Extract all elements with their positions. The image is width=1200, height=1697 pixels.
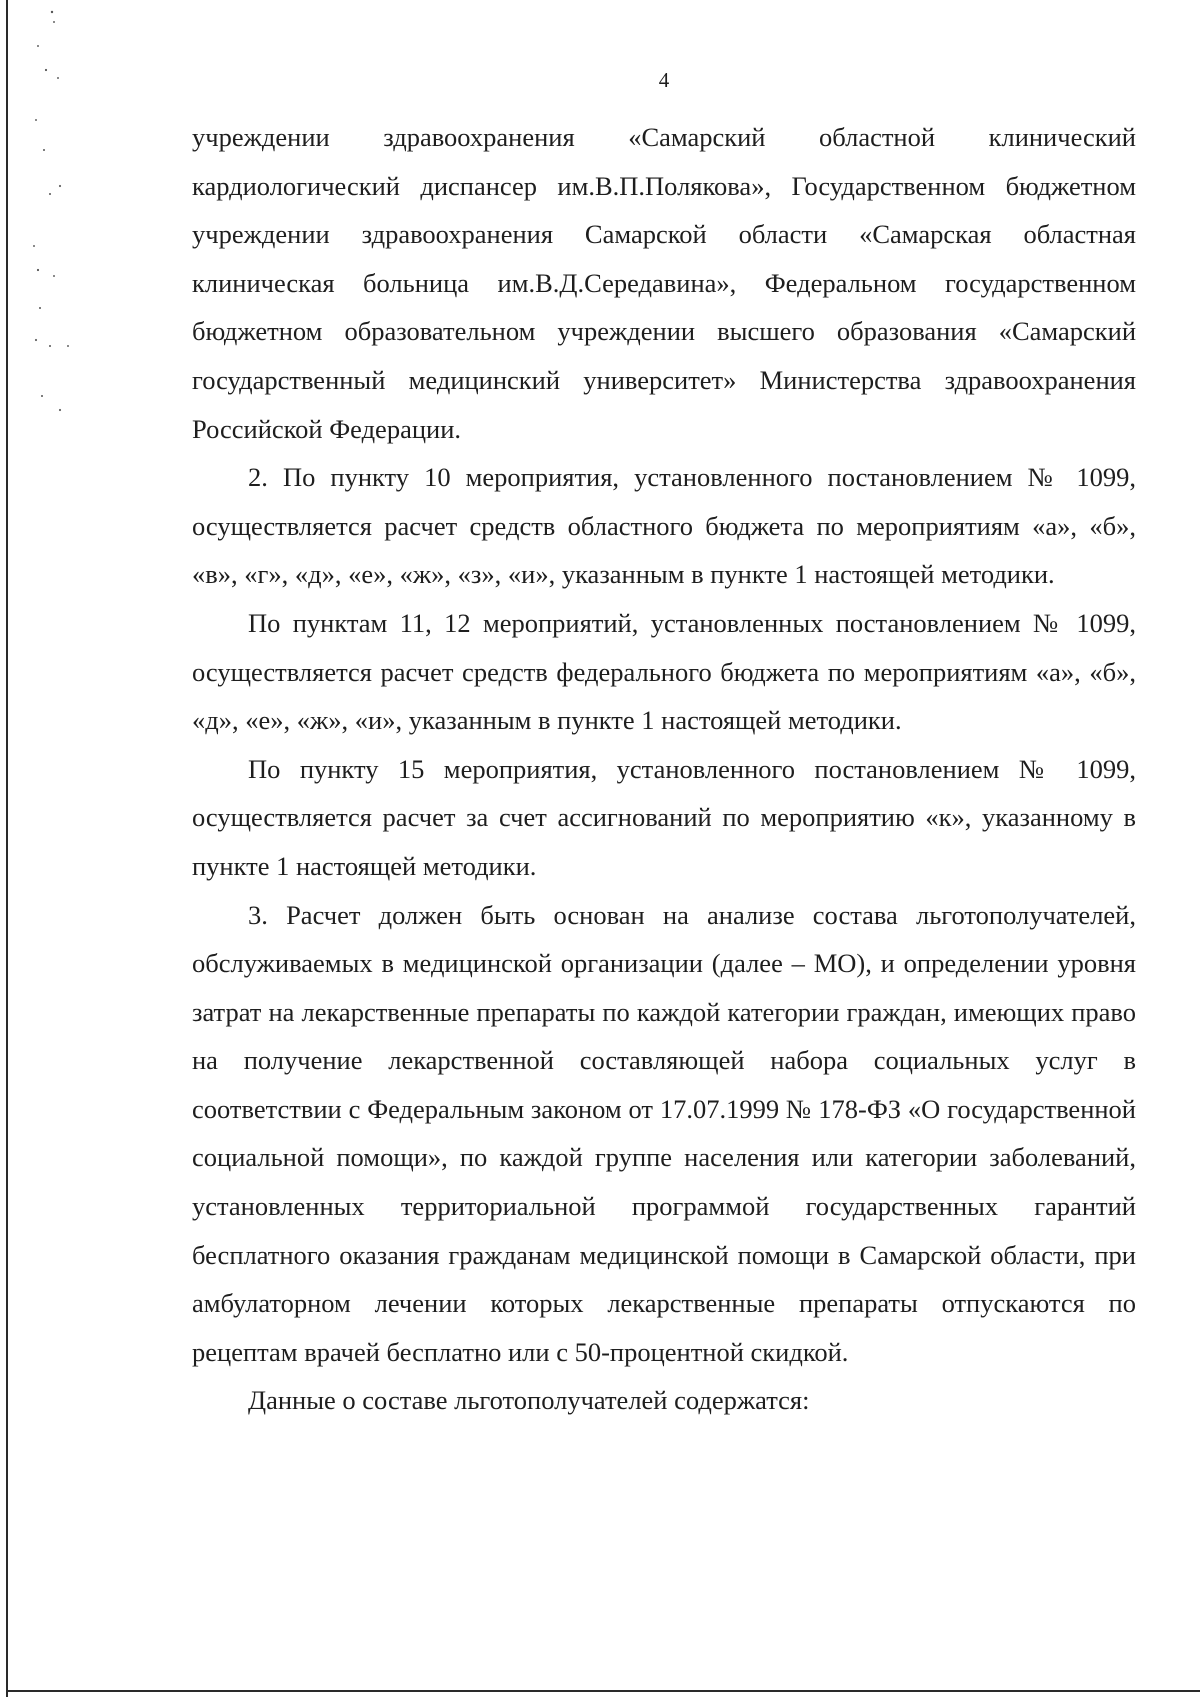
scan-bottom-border xyxy=(6,1690,1200,1692)
paragraph-continuation: учреждении здравоохранения «Самарский областной клинический кардиологический диспансер им.В.П.Полякова», Государственном бюджетном учреждении здравоохранения Самарской области «Самарская областная клиническая больница им.В.Д.Середавина», Федеральном государственном бюджетном образовательном учреждении высшего образования «Самарский государственный медицинский университет» Министерства здравоохранения Российской Федерации. xyxy=(192,122,1136,444)
paragraph-items-11-12: По пунктам 11, 12 мероприятий, установленных постановлением № 1099, осуществляется расчет средств федерального бюджета по мероприятиям «а», «б», «д», «е», «ж», «и», указанным в пункте 1 настоящей методики. xyxy=(192,607,1136,736)
paragraph-item-15: По пункту 15 мероприятия, установленного постановлением № 1099, осуществляется расчет за счет ассигнований по мероприятию «к», указанному в пункте 1 настоящей методики. xyxy=(192,753,1136,881)
paragraph-beneficiary-data: Данные о составе льготополучателей содержатся: xyxy=(248,1385,810,1416)
document-body xyxy=(192,113,1136,1425)
scan-left-border xyxy=(6,0,8,1697)
page-number: 4 xyxy=(658,68,670,92)
paragraph-item-3: 3. Расчет должен быть основан на анализе состава льготополучателей, обслуживаемых в медицинской организации (далее – МО), и определении уровня затрат на лекарственные препараты по каждой категории граждан, имеющих право на получение лекарственной составляющей набора социальных услуг в соответствии с Федеральным законом от 17.07.1999 № 178-ФЗ «О государственной социальной помощи», по каждой группе населения или категории заболеваний, установленных территориальной программой государственных гарантий бесплатного оказания гражданам медицинской помощи в Самарской области, при амбулаторном лечении которых лекарственные препараты отпускаются по рецептам врачей бесплатно или с 50-процентной скидкой. xyxy=(192,899,1136,1367)
paragraph-item-2: 2. По пункту 10 мероприятия, установленного постановлением № 1099, осуществляется расчет средств областного бюджета по мероприятиям «а», «б», «в», «г», «д», «е», «ж», «з», «и», указанным в пункте 1 настоящей методики. xyxy=(192,462,1136,590)
